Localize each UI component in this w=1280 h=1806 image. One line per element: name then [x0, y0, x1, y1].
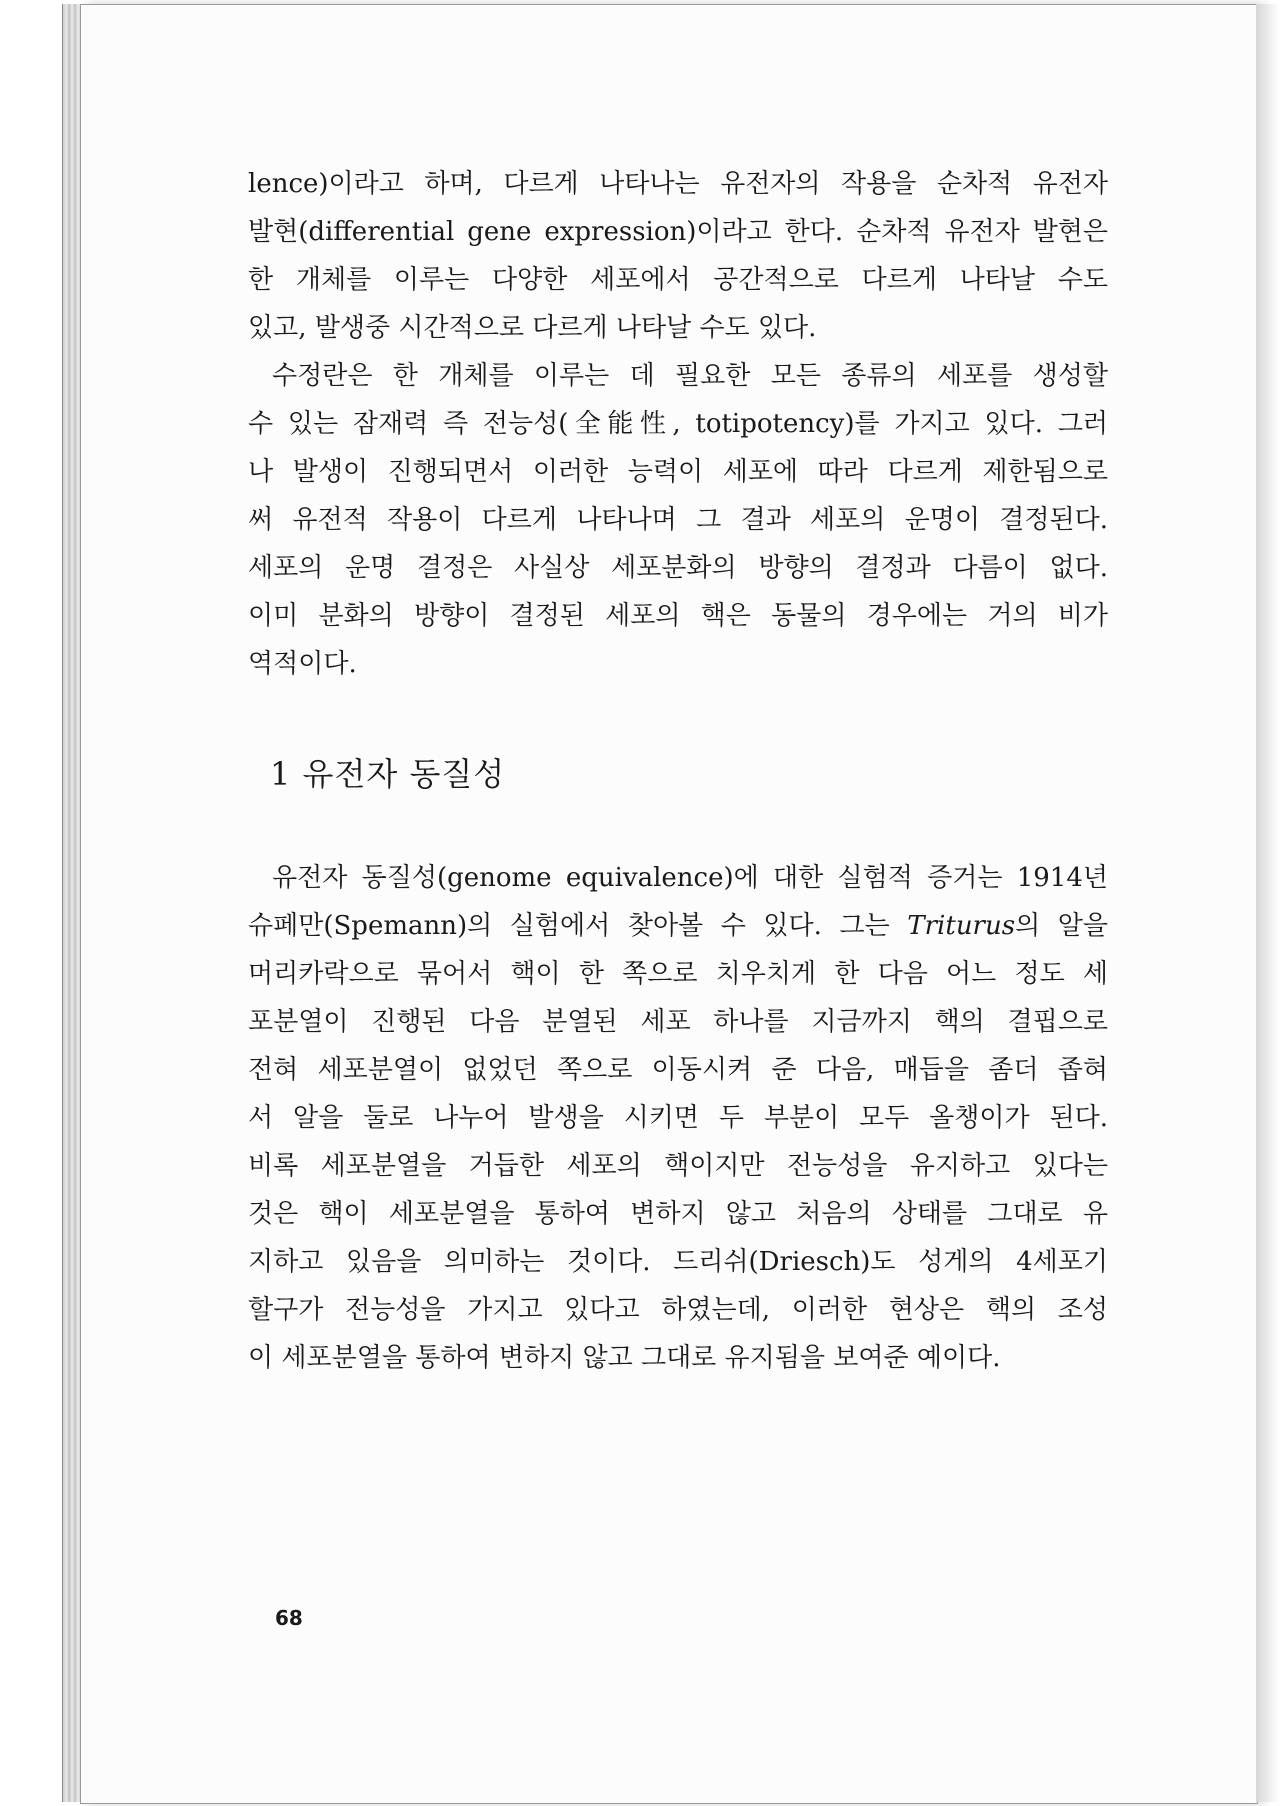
text-line: 써 유전적 작용이 다르게 나타나며 그 결과 세포의 운명이 결정된다. — [248, 505, 1108, 535]
text-line: 할구가 전능성을 가지고 있다고 하였는데, 이러한 현상은 핵의 조성 — [248, 1295, 1108, 1325]
text-line: lence)이라고 하며, 다르게 나타나는 유전자의 작용을 순차적 유전자 — [248, 169, 1108, 199]
text-line: 전혀 세포분열이 없었던 쪽으로 이동시켜 준 다음, 매듭을 좀더 좁혀 — [248, 1055, 1108, 1085]
text-line: 지하고 있음을 의미하는 것이다. 드리쉬(Driesch)도 성게의 4세포기 — [248, 1247, 1108, 1277]
text-line: 슈페만(Spemann)의 실험에서 찾아볼 수 있다. 그는 Triturus의 알을 — [248, 911, 1108, 941]
paragraph-2 — [248, 352, 1108, 688]
text-line: 나 발생이 진행되면서 이러한 능력이 세포에 따라 다르게 제한됨으로 — [248, 457, 1108, 487]
text-line: 역적이다. — [248, 649, 357, 679]
paragraph-3 — [248, 854, 1108, 1382]
text-line: 서 알을 둘로 나누어 발생을 시키면 두 부분이 모두 올챙이가 된다. — [248, 1103, 1108, 1133]
text-line: 한 개체를 이루는 다양한 세포에서 공간적으로 다르게 나타날 수도 — [248, 265, 1108, 295]
text-line: 것은 핵이 세포분열을 통하여 변하지 않고 처음의 상태를 그대로 유 — [248, 1199, 1108, 1229]
text-line: 비록 세포분열을 거듭한 세포의 핵이지만 전능성을 유지하고 있다는 — [248, 1151, 1108, 1181]
paragraph-1 — [248, 160, 1108, 352]
species-name: Triturus — [907, 911, 1016, 941]
text-line: 발현(differential gene expression)이라고 한다. 순차적 유전자 발현은 — [248, 217, 1108, 247]
text-line: 이 세포분열을 통하여 변하지 않고 그대로 유지됨을 보여준 예이다. — [248, 1343, 1001, 1373]
text-line: 이미 분화의 방향이 결정된 세포의 핵은 동물의 경우에는 거의 비가 — [248, 601, 1108, 631]
text-line: 유전자 동질성(genome equivalence)에 대한 실험적 증거는 1914년 — [272, 863, 1108, 893]
text-line: 수 있는 잠재력 즉 전능성(全能性, totipotency)를 가지고 있다. 그러 — [248, 409, 1108, 439]
text-line: 포분열이 진행된 다음 분열된 세포 하나를 지금까지 핵의 결핍으로 — [248, 1007, 1108, 1037]
text-line: 세포의 운명 결정은 사실상 세포분화의 방향의 결정과 다름이 없다. — [248, 553, 1108, 583]
page-number: 68 — [275, 1606, 303, 1630]
page-shadow — [1256, 4, 1280, 1802]
text-line: 머리카락으로 묶어서 핵이 한 쪽으로 치우치게 한 다음 어느 정도 세 — [248, 959, 1108, 989]
text-line: 있고, 발생중 시간적으로 다르게 나타날 수도 있다. — [248, 313, 817, 343]
text-line: 수정란은 한 개체를 이루는 데 필요한 모든 종류의 세포를 생성할 — [272, 361, 1108, 391]
section-heading: 1 유전자 동질성 — [270, 755, 506, 793]
